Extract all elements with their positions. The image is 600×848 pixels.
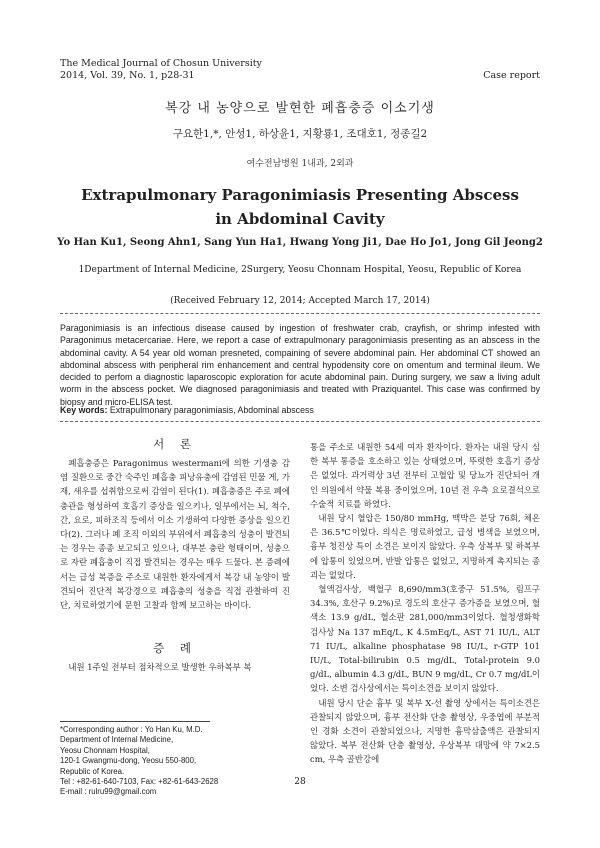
case-paragraph: 내원 당시 혈압은 150/80 mmHg, 맥박은 분당 76회, 체온은 36.5℃이었다. 의식은 명료하였고, 급성 병색을 보였으며, 흉부 청진상 특이 소견은 보이지 않았다. 우측 상복부 및 하복부에 압통이 있었으며, 반발 압통은 없었고, 지명하게 촉지되는 종괴는 없었다.: [310, 513, 540, 580]
corr-line: *Corresponding author : Yo Han Ku, M.D.: [60, 725, 203, 734]
journal-name: The Medical Journal of Chosun University: [60, 58, 262, 69]
case-heading: 증 례: [153, 641, 197, 655]
abstract: Paragonimiasis is an infectious disease caused by ingestion of freshwater crab, crayfish, or shrimp infested with Paragonimus metacercariae. Here, we report a case of extrapulmonary paragonimiasis presenting as an abscess in the abdominal cavity. A 54 year old woman presneted, compaining of severe abdominal pain. Her abdominal CT showed an abdominal abscess with peripheral rim enhancement and central hypodensity core on omentum and terminal ileum. We decided to perfom a diagnostic laparoscopic exploration for acute abdominal pain. During surgery, we saw a living adult worm in the abscess pocket. We diagnosed paragonimiasis and treated with Praziquantel. This case was confirmed by biopsy and micro-ELISA test.: [60, 323, 540, 407]
case-paragraph-start: 내원 1주일 전부터 점차적으로 발생한 우하복부 복: [68, 662, 252, 672]
keywords-text: Extrapulmonary paragonimiasis, Abdominal abscess: [109, 405, 314, 415]
korean-affiliation: 여수전남병원 1내과, 2외과: [246, 159, 354, 169]
english-authors: Yo Han Ku1, Seong Ahn1, Sang Yun Ha1, Hwang Yong Ji1, Dae Ho Jo1, Jong Gil Jeong2: [57, 237, 543, 248]
journal-volume: 2014, Vol. 39, No. 1, p28-31: [60, 70, 195, 81]
corr-line: Department of Internal Medicine,: [60, 735, 174, 745]
case-paragraph: 혈액검사상, 백혈구 8,690/mm3(호중구 51.5%, 림프구 34.3%, 호산구 9.2%)로 경도의 호산구 증가증을 보였으며, 혈색소 13.9 g/dL, 혈소판 281,000/mm3이었다. 혈청생화학 검사상 Na 137 mEq/L, K 4.5mEq/L, AST 71 IU/L, ALT 71 IU/L, alkaline phosphatase 98 IU/L, r-GTP 101 IU/L, Total-bilirubin 0.5 mg/dL, Total-protein 9.0 g/dL, albumin 4.3 g/dL, BUN 9 mg/dL, Cr 0.7 mg/dL이었다. 소변 검사상에서는 특이소견을 보이지 않았다.: [310, 584, 540, 694]
case-paragraph: 내원 당시 단순 흉부 및 복부 X-선 촬영 상에서는 특이소견은 관찰되지 않았으며, 흉부 전산화 단층 촬영상, 우중엽에 부분적인 경화 소견이 관찰되었으나, 지명한 흉막삼출액은 관찰되지 않았다. 복부 전산화 단층 촬영상, 우상복부 대망에 약 7×2.5 cm, 우측 골반강에: [310, 697, 540, 765]
corr-line: 120-1 Gwangmu-dong, Yeosu 550-800,: [60, 756, 197, 766]
intro-body: [60, 456, 290, 612]
page-number: 28: [294, 777, 306, 787]
corr-line: Tel : +82-61-640-7103, Fax: +82-61-643-2628: [60, 777, 219, 787]
english-affiliation: 1Department of Internal Medicine, 2Surgery, Yeosu Chonnam Hospital, Yeosu, Republic of Korea: [78, 265, 522, 275]
received-dates: (Received February 12, 2014; Accepted March 17, 2014): [170, 296, 430, 306]
english-title: [0, 183, 600, 231]
corr-email[interactable]: E-mail : rulru99@gmail.com: [60, 787, 157, 797]
journal-header: [60, 58, 262, 82]
article-type: Case report: [483, 70, 540, 81]
abstract-top-divider: [60, 313, 540, 314]
keywords: [60, 405, 540, 415]
korean-authors: 구요한1,*, 안성1, 하상윤1, 지황룡1, 조대호1, 정종길2: [172, 128, 428, 140]
english-title-line2: in Abdominal Cavity: [215, 210, 385, 228]
corr-line: Republic of Korea.: [60, 766, 125, 776]
corr-line: Yeosu Chonnam Hospital,: [60, 745, 150, 755]
abstract-bottom-divider: [60, 421, 540, 422]
case-first-line: [60, 660, 290, 674]
case-paragraph: 통을 주소로 내원한 54세 여자 환자이다. 환자는 내원 당시 심한 복부 통증을 호소하고 있는 상태였으며, 뚜렷한 호흡기 증상은 없었다. 과거력상 3년 전부터 고혈압 및 당뇨가 진단되어 개인 의원에서 약물 복용 중이었으며, 10년 전 우측 요로결석으로 수술적 치료를 하였다.: [310, 442, 540, 509]
case-body: [310, 440, 540, 767]
intro-heading: 서 론: [153, 437, 197, 451]
footnote-divider: [60, 721, 210, 722]
keywords-label: Key words:: [60, 405, 108, 415]
intro-paragraph: 폐흡충증은 Paragonimus westermani에 의한 기생충 감염 질환으로 중간 숙주인 폐흡충 피낭유충에 감염된 민물 게, 가재, 새우를 섭취함으로써 감염이 된다(1). 폐흡충증은 주로 폐에 충관을 형성하여 호흡기 증상을 일으키나, 일부에서는 뇌, 척수, 간, 요로, 피하조직 등에서 이소 기생하여 다양한 증상을 일으킨다(2). 그러나 폐 조직 이외의 부위에서 폐흡충의 성충이 발견되는 경우는 종종 보고되고 있으나, 대부분 충란 형태이며, 성충으로 자란 폐흡충이 직접 발견되는 경우는 매우 드물다. 본 증례에서는 급성 복증을 주소로 내원한 환자에게서 복강 내 농양이 발견되어 진단적 복강경으로 폐흡충의 성충을 직접 관찰하여 진단, 치료하였기에 문헌 고찰과 함께 보고하는 바이다.: [60, 458, 290, 611]
english-title-line1: Extrapulmonary Paragonimiasis Presenting Abscess: [81, 186, 519, 204]
korean-title: 복강 내 농양으로 발현한 폐흡충증 이소기생: [165, 101, 435, 116]
